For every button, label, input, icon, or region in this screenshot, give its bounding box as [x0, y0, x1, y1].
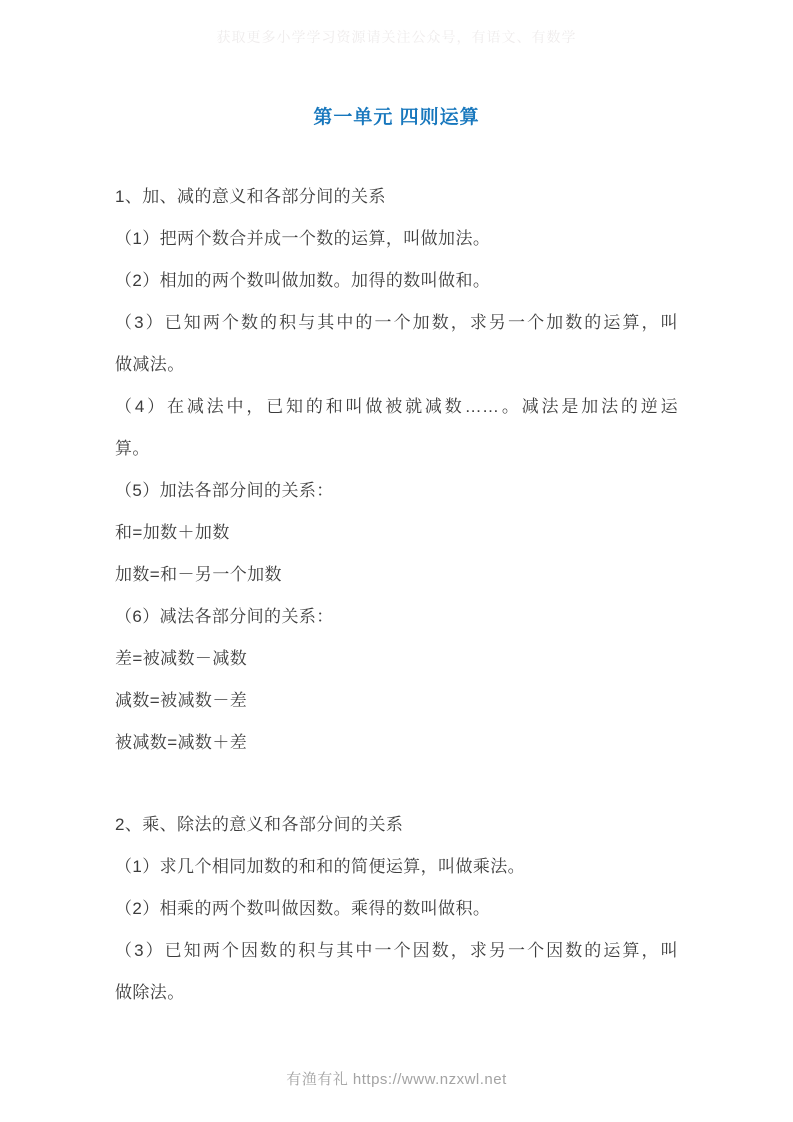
text-line: （2）相加的两个数叫做加数。加得的数叫做和。 [115, 271, 491, 290]
text-line: 和=加数＋加数 [115, 523, 230, 542]
text-line: （4）在减法中，已知的和叫做被就减数……。减法是加法的逆运 [115, 397, 678, 416]
text-line: 做减法。 [115, 355, 185, 374]
text-line: 2、乘、除法的意义和各部分间的关系 [115, 815, 404, 834]
text-line: 1、加、减的意义和各部分间的关系 [115, 187, 386, 206]
footer-url: 有渔有礼 https://www.nzxwl.net [286, 1071, 507, 1088]
text-line: （5）加法各部分间的关系： [115, 481, 334, 500]
text-line: 差=被减数－减数 [115, 649, 248, 668]
text-line: 算。 [115, 439, 150, 458]
text-line: （3）已知两个因数的积与其中一个因数，求另一个因数的运算，叫 [115, 941, 678, 960]
text-line: 加数=和－另一个加数 [115, 565, 282, 584]
text-line: （2）相乘的两个数叫做因数。乘得的数叫做积。 [115, 899, 491, 918]
text-line: 减数=被减数－差 [115, 691, 248, 710]
page-title: 第一单元 四则运算 [313, 107, 480, 128]
blank-line [115, 764, 678, 804]
text-line: （1）求几个相同加数的和和的简便运算，叫做乘法。 [115, 857, 526, 876]
text-line: 做除法。 [115, 983, 185, 1002]
watermark-text: 获取更多小学学习资源请关注公众号，有语文、有数学 [216, 29, 577, 45]
text-line: （6）减法各部分间的关系： [115, 607, 334, 626]
document-body [115, 176, 678, 1014]
text-line: （1）把两个数合并成一个数的运算，叫做加法。 [115, 229, 491, 248]
text-line: （3）已知两个数的积与其中的一个加数，求另一个加数的运算，叫 [115, 313, 678, 332]
text-line: 被减数=减数＋差 [115, 733, 248, 752]
